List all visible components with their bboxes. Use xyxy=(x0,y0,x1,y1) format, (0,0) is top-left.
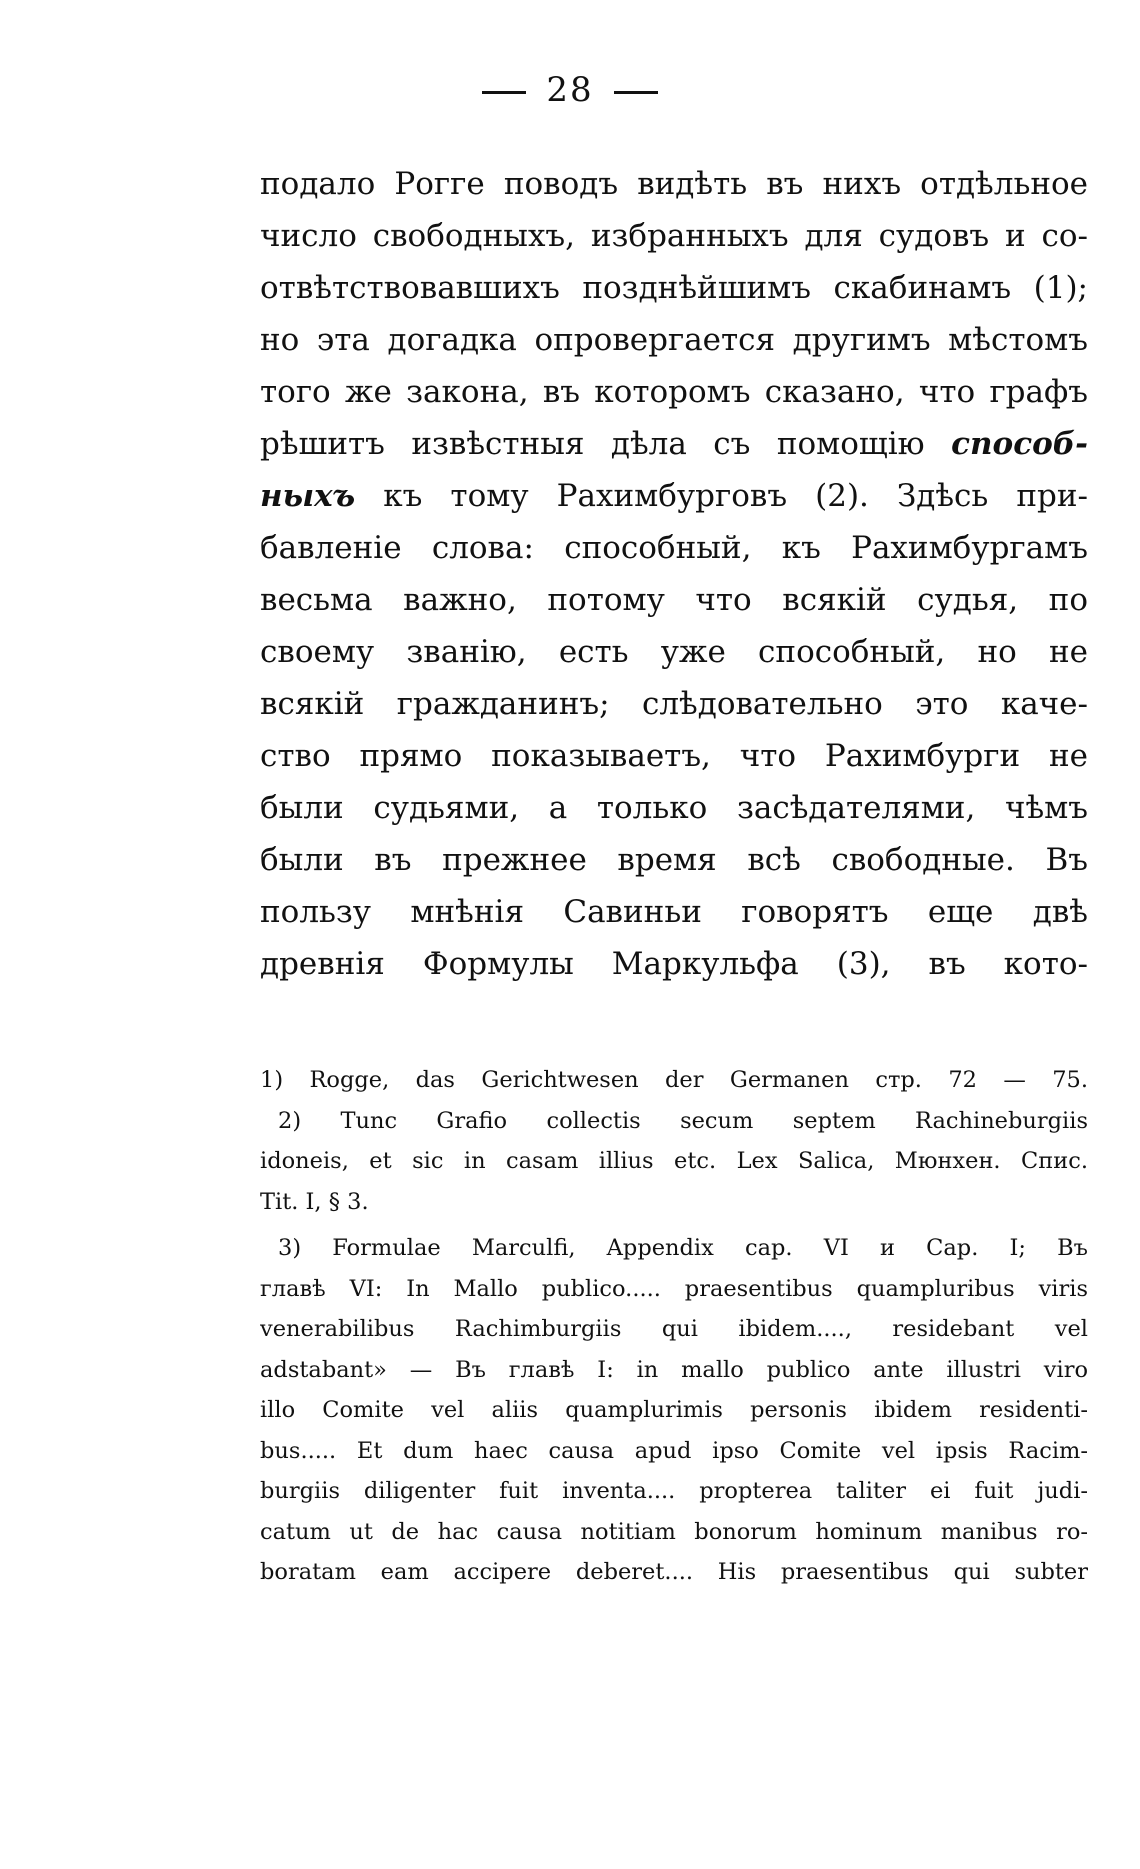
footnote-3-line-2: главѣ VI: In Mallo publico..... praesentibus quampluribus viris xyxy=(260,1275,1088,1302)
footnote-2-line-3: Tit. I, § 3. xyxy=(260,1188,369,1215)
text-line-3: отвѣтствовавшихъ позднѣйшимъ скабинамъ (1); xyxy=(260,270,1088,306)
footnote-2-line-2: idoneis, et sic in casam illius etc. Lex Salica, Мюнхен. Спис. xyxy=(260,1148,1088,1174)
text-line-5: того же закона, въ которомъ сказано, что графъ xyxy=(260,374,1088,410)
text-line-6-plain: рѣшитъ извѣстныя дѣла съ помощію xyxy=(260,426,925,462)
footnote-3-line-9: boratam eam accipere deberet.... His praesentibus qui subter xyxy=(260,1559,1088,1585)
footnote-3-line-5: illo Comite vel aliis quamplurimis personis ibidem residenti- xyxy=(260,1397,1088,1423)
text-line-1: подало Рогге поводъ видѣть въ нихъ отдѣльное xyxy=(260,166,1088,202)
footnote-3-line-6: bus..... Et dum haec causa apud ipso Comite vel ipsis Racim- xyxy=(260,1437,1088,1464)
text-line-15: пользу мнѣнія Савиньи говорятъ еще двѣ xyxy=(260,894,1088,930)
footnote-2-line-1: 2) Tunc Grafio collectis secum septem Rachineburgiis xyxy=(278,1107,1088,1134)
text-line-14: были въ прежнее время всѣ свободные. Въ xyxy=(260,842,1088,878)
text-line-9: весьма важно, потому что всякій судья, по xyxy=(260,582,1088,618)
text-line-12: ство прямо показываетъ, что Рахимбурги не xyxy=(260,738,1088,774)
text-line-16: древнія Формулы Маркульфа (3), въ кото- xyxy=(260,946,1088,982)
text-line-7-plain: къ тому Рахимбурговъ (2). Здѣсь при- xyxy=(383,478,1088,514)
dash-left xyxy=(482,91,526,94)
footnote-3-line-4: adstabant» — Въ главѣ I: in mallo publico ante illustri viro xyxy=(260,1356,1088,1383)
footnote-3-line-8: catum ut de hac causa notitiam bonorum hominum manibus ro- xyxy=(260,1518,1088,1545)
footnote-3-line-1: 3) Formulae Marculfi, Appendix cap. VI и Cap. I; Въ xyxy=(278,1235,1088,1261)
footnotes xyxy=(260,1060,1088,1593)
footnote-1-line-1: 1) Rogge, das Gerichtwesen der Germanen стр. 72 — 75. xyxy=(260,1067,1088,1093)
text-line-2: число свободныхъ, избранныхъ для судовъ и со- xyxy=(260,218,1088,254)
text-line-11: всякій гражданинъ; слѣдовательно это каче- xyxy=(260,686,1088,722)
text-line-4: но эта догадка опровергается другимъ мѣстомъ xyxy=(260,322,1088,358)
main-text xyxy=(260,158,1088,990)
text-line-10: своему званію, есть уже способный, но не xyxy=(260,634,1088,670)
text-line-6 xyxy=(260,418,1088,470)
dash-right xyxy=(614,91,658,94)
emphasis-word-2: ныхъ xyxy=(260,478,356,514)
footnote-3-line-3: venerabilibus Rachimburgiis qui ibidem...., residebant vel xyxy=(260,1316,1088,1342)
page-number-value: 28 xyxy=(546,70,594,110)
text-line-8: бавленіе слова: способный, къ Рахимбургамъ xyxy=(260,530,1088,566)
footnote-3-line-7: burgiis diligenter fuit inventa.... propterea taliter ei fuit judi- xyxy=(260,1478,1088,1504)
emphasis-word-1: способ- xyxy=(951,426,1088,462)
page-number xyxy=(0,70,1140,110)
text-line-13: были судьями, а только засѣдателями, чѣмъ xyxy=(260,790,1088,826)
text-line-7 xyxy=(260,470,1088,522)
